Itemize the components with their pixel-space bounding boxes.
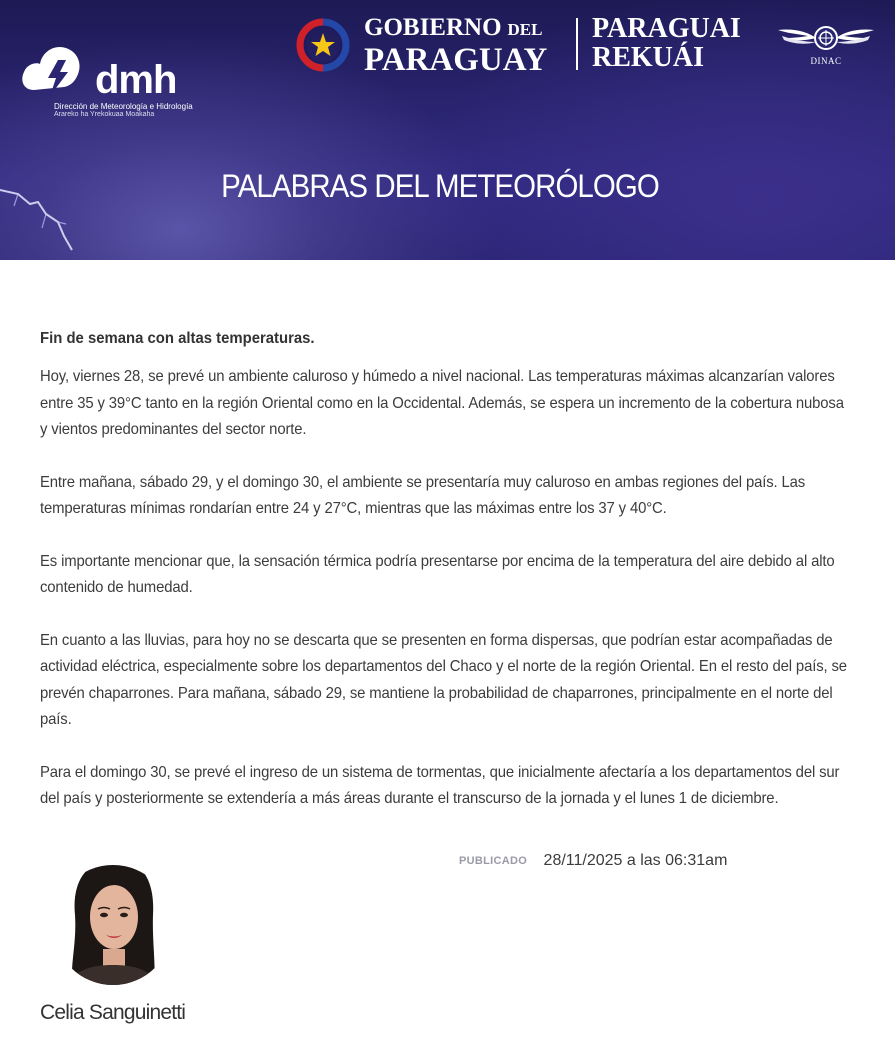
paragraph-text: Es importante mencionar que, la sensación térmica podría presentarse por encima de la temperatura del aire debido al alto contenido de humedad. bbox=[40, 552, 835, 596]
gobierno-text: GOBIERNO bbox=[364, 14, 502, 41]
article-headline: Fin de semana con altas temperaturas. bbox=[40, 330, 315, 347]
paragraph-text: En cuanto a las lluvias, para hoy no se descarta que se presenten en forma dispersas, que podrían estar acompañadas de actividad eléctrica, especialmente sobre los departamentos del Chaco y el norte de la región Oriental. En el resto del país, se prevén chaparrones. Para mañana, sábado 29, se mantiene la probabilidad de chaparrones, principalmente en el norte del país. bbox=[40, 631, 847, 728]
dmh-logo[interactable] bbox=[20, 42, 193, 122]
author-name: Celia Sanguinetti bbox=[40, 1001, 186, 1024]
header-banner bbox=[0, 0, 895, 260]
paraguai-rekuai-logo[interactable] bbox=[592, 14, 741, 72]
paragraph-text: Entre mañana, sábado 29, y el domingo 30, el ambiente se presentaría muy caluroso en ambas regiones del país. Las temperaturas mínimas rondarían entre 24 y 27°C, mientras que las máximas entre los 37 y 40°C. bbox=[40, 473, 806, 517]
published-label: PUBLICADO bbox=[459, 855, 528, 867]
article-paragraph bbox=[40, 760, 850, 813]
paraguai-text: PARAGUAI bbox=[592, 13, 741, 44]
gobierno-del-paraguay-logo[interactable] bbox=[364, 14, 564, 76]
published-info bbox=[459, 852, 727, 870]
dmh-cloud-bolt-icon bbox=[20, 42, 95, 104]
dinac-logo[interactable] bbox=[774, 20, 878, 70]
article-paragraph bbox=[40, 364, 850, 444]
paragraph-text: Hoy, viernes 28, se prevé un ambiente caluroso y húmedo a nivel nacional. Las temperaturas máximas alcanzarían valores entre 35 y 39°C tanto en la región Oriental como en la Occidental. Además, se espera un incremento de la cobertura nubosa y vientos predominantes del sector norte. bbox=[40, 368, 844, 438]
paraguay-text: PARAGUAY bbox=[364, 42, 548, 78]
gobierno-del-text: DEL bbox=[507, 20, 543, 39]
gobierno-seal-icon[interactable] bbox=[290, 18, 356, 72]
dinac-label: DINAC bbox=[810, 56, 842, 66]
dmh-wordmark: dmh bbox=[95, 58, 177, 102]
rekuai-text: REKUÁI bbox=[592, 42, 705, 73]
article-paragraph bbox=[40, 470, 850, 523]
published-date: 28/11/2025 a las 06:31am bbox=[543, 852, 728, 869]
dmh-subtitle: Dirección de Meteorología e Hidrología bbox=[54, 102, 193, 111]
logo-divider bbox=[576, 18, 578, 70]
forecast-article bbox=[40, 328, 850, 839]
dinac-wings-icon bbox=[774, 20, 878, 56]
paragraph-text: Para el domingo 30, se prevé el ingreso de un sistema de tormentas, que inicialmente afectaría a los departamentos del sur del país y posteriormente se extendería a más áreas durante el transcurso de la jornada y el lunes 1 de diciembre. bbox=[40, 763, 840, 807]
author-photo bbox=[53, 855, 173, 990]
dmh-guarani-subtitle: Arareko ha Yrekokuaa Moakaha bbox=[54, 111, 155, 118]
article-paragraph bbox=[40, 628, 850, 734]
page-title: PALABRAS DEL METEORÓLOGO bbox=[221, 168, 659, 204]
article-paragraph bbox=[40, 549, 850, 602]
